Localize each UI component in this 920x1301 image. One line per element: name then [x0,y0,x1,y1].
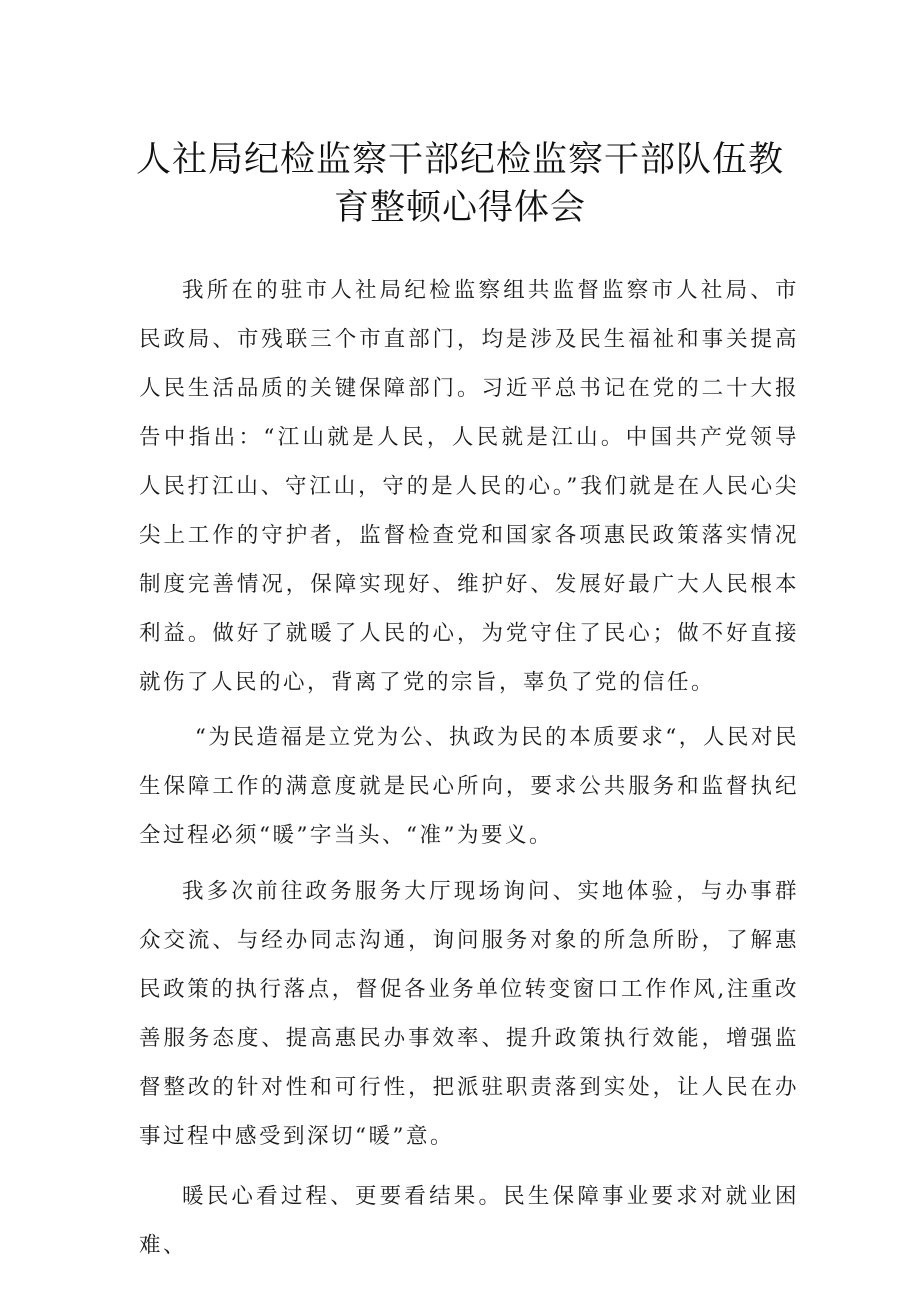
document-title [120,136,800,232]
paragraph-4: 暖民心看过程、更要看结果。民生保障事业要求对就业困难、 [139,1184,799,1258]
paragraph-2: “为民造福是立党为公、执政为民的本质要求“，人民对民生保障工作的满意度就是民心所向，要求公共服务和监督执纪全过程必须“暖”字当头、“准”为要义。 [139,725,799,848]
title-line-1: 人社局纪检监察干部纪检监察干部队伍教 [135,140,784,180]
paragraph-3: 我多次前往政务服务大厅现场询问、实地体验，与办事群众交流、与经办同志沟通，询问服务对象的所急所盼，了解惠民政策的执行落点，督促各业务单位转变窗口工作作风,注重改善服务态度、提高惠民办事效率、提升政策执行效能，增强监督整改的针对性和可行性，把派驻职责落到实处，让人民在办事过程中感受到深切“暖”意。 [139,879,799,1149]
document-body [139,266,799,1270]
paragraph-1: 我所在的驻市人社局纪检监察组共监督监察市人社局、市民政局、市残联三个市直部门，均是涉及民生福祉和事关提高人民生活品质的关键保障部门。习近平总书记在党的二十大报告中指出：“江山就是人民，人民就是江山。中国共产党领导人民打江山、守江山，守的是人民的心。”我们就是在人民心尖尖上工作的守护者，监督检查党和国家各项惠民政策落实情况制度完善情况，保障实现好、维护好、发展好最广大人民根本利益。做好了就暖了人民的心，为党守住了民心；做不好直接就伤了人民的心，背离了党的宗旨，辜负了党的信任。 [139,278,799,695]
title-line-2: 育整顿心得体会 [333,188,586,228]
